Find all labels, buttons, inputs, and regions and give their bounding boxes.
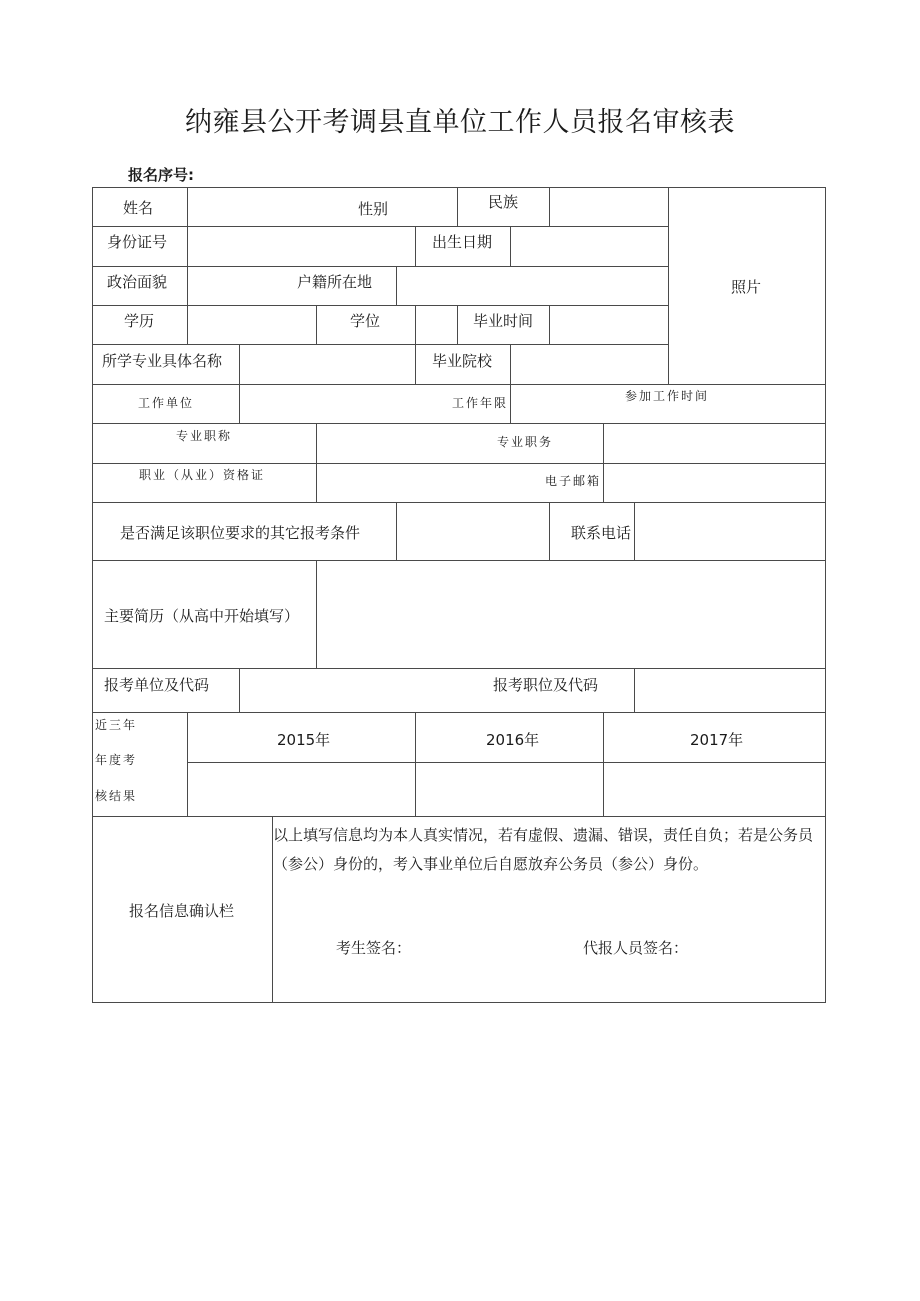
col-line bbox=[603, 463, 604, 502]
row-line bbox=[92, 305, 669, 306]
col-line bbox=[603, 712, 604, 816]
table-border-right bbox=[825, 187, 826, 1003]
row-line bbox=[92, 384, 826, 385]
col-line bbox=[510, 384, 511, 423]
col-line bbox=[396, 266, 397, 305]
assessment-label-line3: 核结果 bbox=[95, 789, 138, 803]
form-title: 纳雍县公开考调县直单位工作人员报名审核表 bbox=[185, 107, 735, 138]
row-line bbox=[92, 423, 826, 424]
year-2017-label: 2017年 bbox=[690, 731, 744, 749]
col-line bbox=[316, 305, 317, 344]
col-line bbox=[239, 668, 240, 712]
col-line bbox=[415, 226, 416, 266]
resume-label: 主要简历（从高中开始填写） bbox=[104, 607, 300, 625]
major-name-label: 所学专业具体名称 bbox=[102, 352, 223, 370]
col-line bbox=[396, 502, 397, 560]
col-line bbox=[187, 187, 188, 226]
assessment-label-line1: 近三年 bbox=[95, 718, 138, 732]
work-unit-label: 工作单位 bbox=[138, 396, 195, 410]
table-border-left bbox=[92, 187, 93, 1003]
row-line bbox=[92, 266, 669, 267]
row-line bbox=[92, 816, 826, 817]
col-line bbox=[187, 305, 188, 344]
col-line bbox=[634, 502, 635, 560]
row-line bbox=[92, 560, 826, 561]
col-line bbox=[415, 305, 416, 344]
photo-label: 照片 bbox=[731, 278, 762, 296]
household-location-label: 户籍所在地 bbox=[297, 273, 373, 291]
candidate-signature-label: 考生签名： bbox=[336, 939, 412, 957]
col-line bbox=[457, 187, 458, 226]
qualification-cert-label: 职业（从业）资格证 bbox=[139, 468, 266, 482]
col-line bbox=[239, 384, 240, 423]
education-label: 学历 bbox=[124, 312, 155, 330]
table-border-top bbox=[92, 187, 826, 188]
col-line bbox=[187, 226, 188, 266]
political-status-label: 政治面貌 bbox=[107, 273, 168, 291]
other-conditions-label: 是否满足该职位要求的其它报考条件 bbox=[120, 524, 361, 542]
work-start-time-label: 参加工作时间 bbox=[625, 389, 710, 403]
declaration-text: 以上填写信息均为本人真实情况，若有虚假、遗漏、错误，责任自负；若是公务员（参公）身份的，考入事业单位后自愿放弃公务员（参公）身份。 bbox=[273, 826, 814, 873]
email-label: 电子邮箱 bbox=[545, 474, 602, 488]
col-line bbox=[457, 305, 458, 344]
col-line bbox=[316, 423, 317, 463]
col-line bbox=[603, 423, 604, 463]
col-line bbox=[187, 266, 188, 305]
col-line bbox=[316, 560, 317, 668]
col-line bbox=[549, 502, 550, 560]
row-line bbox=[92, 226, 669, 227]
col-line bbox=[634, 668, 635, 712]
row-line bbox=[92, 463, 826, 464]
name-label: 姓名 bbox=[123, 199, 154, 217]
col-line bbox=[415, 344, 416, 384]
professional-title-label: 专业职称 bbox=[176, 429, 233, 443]
year-2015-label: 2015年 bbox=[277, 731, 331, 749]
birth-date-label: 出生日期 bbox=[432, 233, 493, 251]
confirm-label: 报名信息确认栏 bbox=[129, 902, 235, 920]
row-line bbox=[187, 762, 826, 763]
col-line bbox=[316, 463, 317, 502]
id-number-label: 身份证号 bbox=[107, 233, 168, 251]
apply-unit-label: 报考单位及代码 bbox=[104, 676, 210, 694]
assessment-label-line2: 年度考 bbox=[95, 753, 138, 767]
col-line bbox=[187, 712, 188, 816]
row-line bbox=[92, 668, 826, 669]
graduated-school-label: 毕业院校 bbox=[432, 352, 493, 370]
agent-signature-label: 代报人员签名： bbox=[583, 939, 689, 957]
row-line bbox=[92, 344, 669, 345]
col-line bbox=[549, 187, 550, 226]
gender-label: 性别 bbox=[358, 200, 389, 218]
table-border-bottom bbox=[92, 1002, 826, 1003]
col-line bbox=[415, 712, 416, 816]
row-line bbox=[92, 502, 826, 503]
apply-position-label: 报考职位及代码 bbox=[493, 676, 599, 694]
serial-number-label: 报名序号: bbox=[128, 166, 194, 184]
degree-label: 学位 bbox=[350, 312, 381, 330]
col-line bbox=[510, 226, 511, 266]
graduation-time-label: 毕业时间 bbox=[473, 312, 534, 330]
professional-position-label: 专业职务 bbox=[497, 435, 554, 449]
col-line bbox=[668, 187, 669, 384]
work-years-label: 工作年限 bbox=[452, 396, 509, 410]
year-2016-label: 2016年 bbox=[486, 731, 540, 749]
col-line bbox=[510, 344, 511, 384]
col-line bbox=[239, 344, 240, 384]
row-line bbox=[92, 712, 826, 713]
phone-label: 联系电话 bbox=[571, 524, 632, 542]
ethnicity-label: 民族 bbox=[488, 193, 519, 211]
col-line bbox=[549, 305, 550, 344]
